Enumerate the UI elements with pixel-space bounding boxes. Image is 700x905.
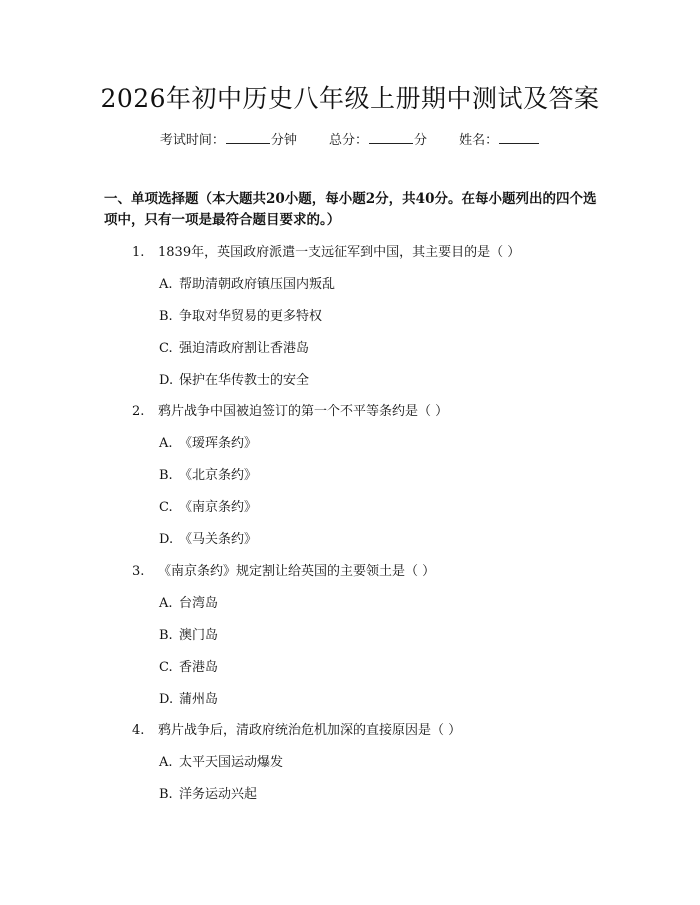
option-text: 《瑷珲条约》	[179, 436, 258, 451]
option-1b	[159, 307, 322, 327]
total-score-field	[329, 131, 427, 151]
time-label: 考试时间：	[159, 133, 225, 148]
option-text: 帮助清朝政府镇压国内叛乱	[179, 277, 336, 292]
option-letter: D.	[159, 532, 174, 547]
option-letter: B.	[159, 309, 173, 324]
score-label: 总分：	[328, 133, 368, 148]
option-text: 争取对华贸易的更多特权	[179, 309, 323, 324]
option-2b	[159, 466, 257, 486]
question-number: 1.	[132, 245, 145, 260]
option-text: 蒲州岛	[179, 692, 219, 707]
time-blank	[226, 131, 270, 144]
option-3c	[159, 658, 218, 678]
option-text: 台湾岛	[179, 596, 219, 611]
question-3	[132, 562, 435, 582]
option-letter: C.	[159, 500, 173, 515]
question-number: 2.	[132, 404, 145, 419]
exam-info-row	[0, 131, 700, 151]
option-2d	[159, 530, 257, 550]
option-letter: C.	[159, 341, 173, 356]
question-2	[132, 402, 448, 422]
option-letter: A.	[159, 596, 173, 611]
option-text: 保护在华传教士的安全	[179, 373, 310, 388]
question-1	[132, 243, 520, 263]
option-text: 太平天国运动爆发	[179, 755, 284, 770]
option-4a	[159, 753, 283, 773]
score-blank	[369, 131, 413, 144]
option-2c	[159, 498, 257, 518]
option-letter: D.	[159, 373, 174, 388]
question-number: 4.	[132, 723, 145, 738]
question-stem: 鸦片战争中国被迫签订的第一个不平等条约是（ ）	[158, 404, 449, 419]
option-3a	[159, 594, 218, 614]
name-blank	[499, 131, 539, 144]
option-letter: C.	[159, 660, 173, 675]
option-1c	[159, 339, 309, 359]
question-4	[132, 721, 461, 741]
option-3b	[159, 626, 218, 646]
option-text: 洋务运动兴起	[179, 787, 258, 802]
document-title: 2026年初中历史八年级上册期中测试及答案	[100, 84, 600, 113]
option-text: 《北京条约》	[179, 468, 258, 483]
score-unit: 分	[414, 133, 428, 148]
option-text: 强迫清政府割让香港岛	[179, 341, 310, 356]
option-letter: B.	[159, 628, 173, 643]
option-text: 香港岛	[179, 660, 219, 675]
option-letter: A.	[159, 755, 173, 770]
option-letter: A.	[159, 436, 173, 451]
question-stem: 1839年，英国政府派遣一支远征军到中国，其主要目的是（ ）	[158, 245, 521, 260]
question-stem: 《南京条约》规定割让给英国的主要领土是（ ）	[158, 564, 436, 579]
question-stem: 鸦片战争后，清政府统治危机加深的直接原因是（ ）	[158, 723, 462, 738]
option-letter: B.	[159, 787, 173, 802]
option-1a	[159, 275, 335, 295]
option-1d	[159, 371, 309, 391]
option-3d	[159, 690, 218, 710]
option-text: 《马关条约》	[179, 532, 258, 547]
section-heading: 一、单项选择题（本大题共20小题，每小题2分，共40分。在每小题列出的四个选项中，只有一项是最符合题目要求的。）	[104, 191, 597, 228]
option-text: 澳门岛	[179, 628, 219, 643]
question-number: 3.	[132, 564, 145, 579]
option-text: 《南京条约》	[179, 500, 258, 515]
exam-time-field	[160, 131, 297, 151]
option-2a	[159, 434, 257, 454]
time-unit: 分钟	[270, 133, 297, 148]
option-letter: B.	[159, 468, 173, 483]
name-label: 姓名：	[459, 133, 499, 148]
option-4b	[159, 785, 257, 805]
option-letter: A.	[159, 277, 173, 292]
student-name-field	[459, 131, 540, 151]
option-letter: D.	[159, 692, 174, 707]
